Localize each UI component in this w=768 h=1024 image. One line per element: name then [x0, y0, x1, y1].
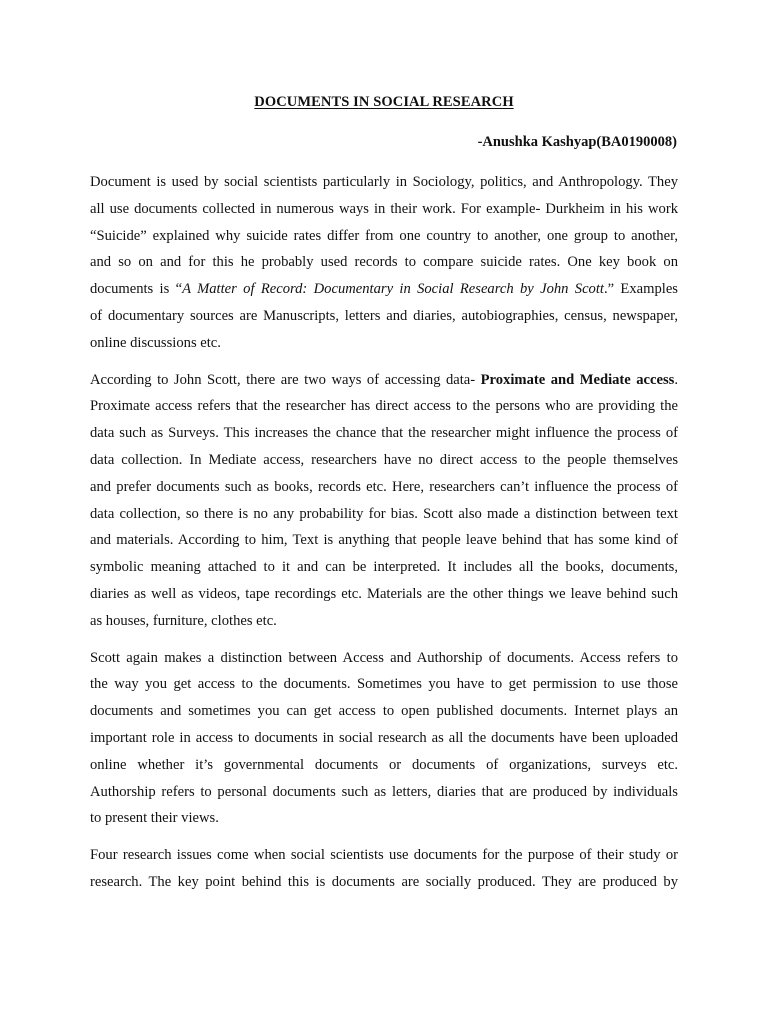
- text-line: Four research issues come when social scientists use documents for the purpose of their study or: [90, 847, 678, 864]
- text-line: as houses, furniture, clothes etc.: [90, 612, 277, 629]
- text-line: online whether it’s governmental documents or documents of organizations, surveys etc.: [90, 756, 678, 773]
- paragraph-4: [90, 842, 678, 896]
- text-line: and prefer documents such as books, records etc. Here, researchers can’t influence the process of: [90, 478, 678, 495]
- paragraph-1: [90, 169, 678, 357]
- text-line: and materials. According to him, Text is anything that people leave behind that has some kind of: [90, 532, 678, 549]
- text-run: .” Examples: [603, 281, 678, 298]
- text-line: data collection, so there is no any probability for bias. Scott also made a distinction between text: [90, 505, 678, 522]
- text-line: data such as Surveys. This increases the chance that the researcher might influence the process of: [90, 425, 678, 442]
- text-line: the way you get access to the documents. Sometimes you have to get permission to use those: [90, 676, 678, 693]
- document-author: -Anushka Kashyap(BA0190008): [477, 134, 677, 150]
- text-line: symbolic meaning attached to it and can be interpreted. It includes all the books, documents,: [90, 559, 678, 576]
- text-line: all use documents collected in numerous ways in their work. For example- Durkheim in his work: [90, 200, 678, 217]
- text-line: Scott again makes a distinction between Access and Authorship of documents. Access refers to: [90, 649, 678, 666]
- paragraph-3: [90, 645, 678, 833]
- document-title: DOCUMENTS IN SOCIAL RESEARCH: [254, 94, 514, 110]
- text-line: [90, 276, 678, 303]
- bold-term: Proximate and Mediate access: [480, 371, 675, 388]
- text-run: According to John Scott, there are two ways of accessing data-: [90, 371, 481, 388]
- text-line: “Suicide” explained why suicide rates differ from one country to another, one group to another,: [90, 227, 678, 244]
- text-line: Document is used by social scientists particularly in Sociology, politics, and Anthropology. They: [90, 174, 678, 190]
- text-line: important role in access to documents in social research as all the documents have been uploaded: [90, 729, 678, 746]
- text-line: and so on and for this he probably used records to compare suicide rates. One key book on: [90, 254, 678, 271]
- text-line: online discussions etc.: [90, 334, 221, 351]
- text-line: diaries as well as videos, tape recordings etc. Materials are the other things we leave behind such: [90, 585, 678, 602]
- text-line: Authorship refers to personal documents such as letters, diaries that are produced by individuals: [90, 783, 678, 800]
- text-run: documents is “: [90, 281, 183, 298]
- text-line: Proximate access refers that the researcher has direct access to the persons who are providing the: [90, 398, 678, 415]
- paragraph-2: [90, 367, 678, 635]
- book-title: A Matter of Record: Documentary in Social Research by John Scott: [182, 281, 604, 298]
- text-line: to present their views.: [90, 810, 219, 827]
- document-body: [90, 169, 678, 906]
- text-line: research. The key point behind this is documents are socially produced. They are produced by: [90, 873, 678, 890]
- text-line: of documentary sources are Manuscripts, letters and diaries, autobiographies, census, newspaper,: [90, 307, 678, 324]
- text-line: [90, 367, 678, 394]
- text-line: documents and sometimes you can get access to open published documents. Internet plays an: [90, 703, 678, 720]
- text-line: data collection. In Mediate access, researchers have no direct access to the people themselves: [90, 451, 678, 468]
- text-run: .: [674, 371, 678, 388]
